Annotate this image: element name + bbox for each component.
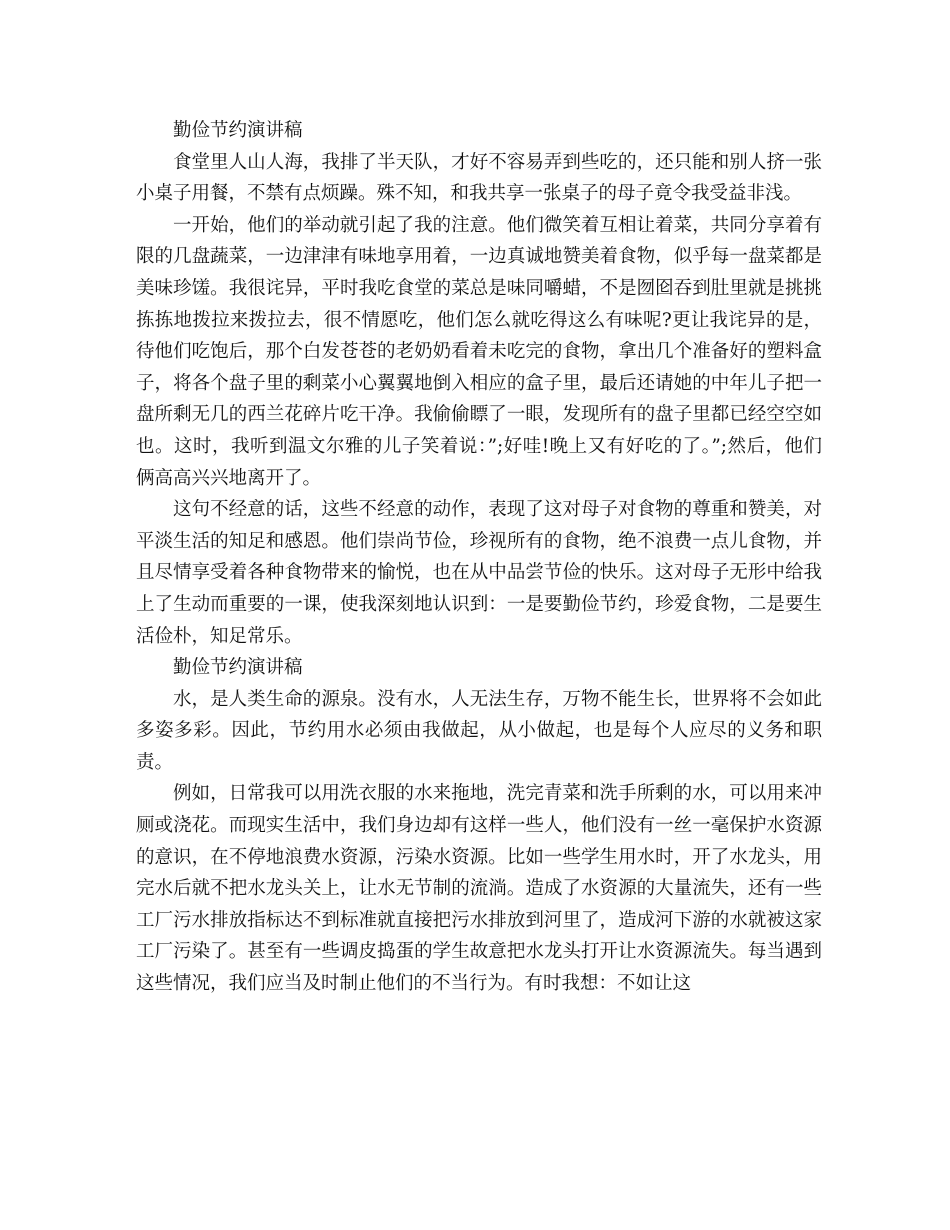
paragraph-lesson: 这句不经意的话，这些不经意的动作，表现了这对母子对食物的尊重和赞美，对平淡生活的知足和感恩。他们崇尚节俭，珍视所有的食物，绝不浪费一点儿食物，并且尽情享受着各种食物带来的愉悦，也在从中品尝节俭的快乐。这对母子无形中给我上了生动而重要的一课，使我深刻地认识到：一是要勤俭节约，珍爱食物，二是要生活俭朴，知足常乐。	[136, 499, 822, 647]
speech-title-1: 勤俭节约演讲稿	[173, 120, 303, 141]
paragraph-mother-son: 一开始，他们的举动就引起了我的注意。他们微笑着互相让着菜，共同分享着有限的几盘蔬菜，一边津津有味地享用着，一边真诚地赞美着食物，似乎每一盘菜都是美味珍馐。我很诧异，平时我吃食堂的菜总是味同嚼蜡，不是囫囵吞到肚里就是挑挑拣拣地拨拉来拨拉去，很不情愿吃，他们怎么就吃得这么有味呢?更让我诧异的是，待他们吃饱后，那个白发苍苍的老奶奶看着未吃完的食物，拿出几个准备好的塑料盒子，将各个盘子里的剩菜小心翼翼地倒入相应的盒子里，最后还请她的中年儿子把一盘所剩无几的西兰花碎片吃干净。我偷偷瞟了一眼，发现所有的盘子里都已经空空如也。这时，我听到温文尔雅的儿子笑着说：”;好哇!晚上又有好吃的了。”;然后，他们俩高高兴兴地离开了。	[136, 214, 822, 489]
document-body	[136, 115, 822, 1000]
speech-title-2: 勤俭节约演讲稿	[173, 657, 303, 679]
paragraph-cafeteria: 食堂里人山人海，我排了半天队，才好不容易弄到些吃的，还只能和别人挤一张小桌子用餐，不禁有点烦躁。殊不知，和我共享一张桌子的母子竟令我受益非浅。	[136, 151, 822, 205]
paragraph-water-waste: 例如，日常我可以用洗衣服的水来拖地，洗完青菜和洗手所剩的水，可以用来冲厕或浇花。而现实生活中，我们身边却有这样一些人，他们没有一丝一毫保护水资源的意识，在不停地浪费水资源，污染水资源。比如一些学生用水时，开了水龙头，用完水后就不把水龙头关上，让水无节制的流淌。造成了水资源的大量流失，还有一些工厂污水排放指标达不到标准就直接把污水排放到河里了，造成河下游的水就被这家工厂污染了。甚至有一些调皮捣蛋的学生故意把水龙头打开让水资源流失。每当遇到这些情况，我们应当及时制止他们的不当行为。有时我想：不如让这	[136, 783, 822, 995]
paragraph-water-source: 水，是人类生命的源泉。没有水，人无法生存，万物不能生长，世界将不会如此多姿多彩。因此，节约用水必须由我做起，从小做起，也是每个人应尽的义务和职责。	[136, 688, 822, 773]
